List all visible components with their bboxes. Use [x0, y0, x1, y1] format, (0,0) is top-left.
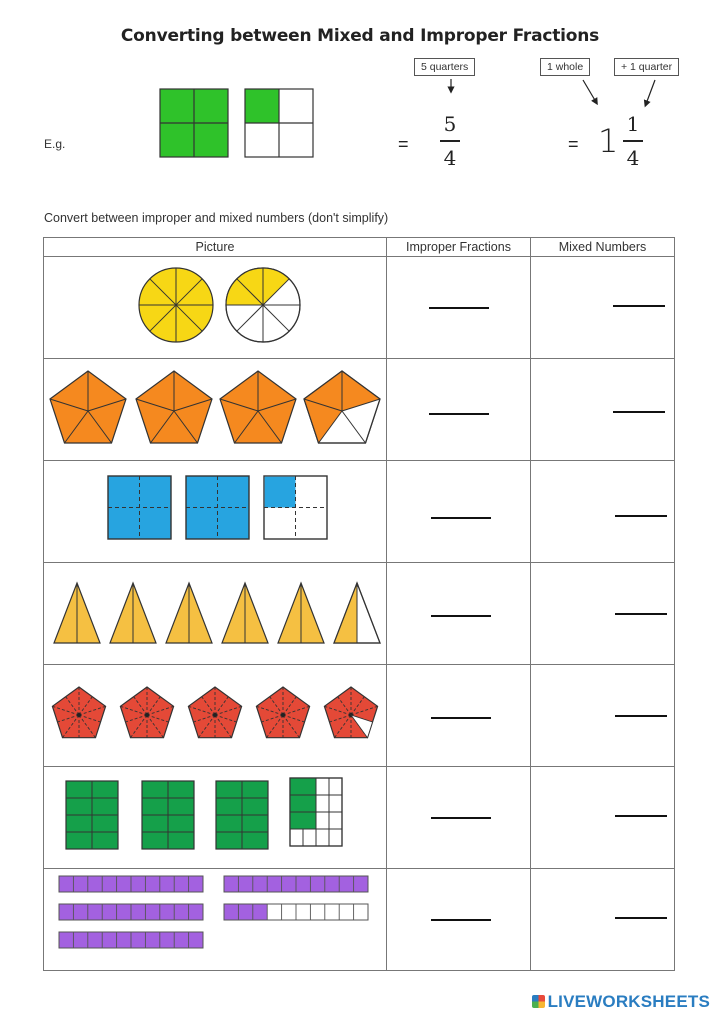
instruction: Convert between improper and mixed numbers (don't simplify) [44, 211, 389, 225]
picture-cell [44, 767, 387, 869]
answer-line[interactable] [431, 615, 491, 617]
table-row [44, 563, 675, 665]
strip-pictures [44, 869, 386, 965]
answer-line[interactable] [431, 517, 491, 519]
mixed-answer-cell[interactable] [531, 767, 675, 869]
mixed-fraction [623, 112, 643, 170]
arrow-quarter [646, 80, 655, 104]
improper-answer-cell[interactable] [387, 563, 531, 665]
improper-answer-cell[interactable] [387, 461, 531, 563]
header-improper: Improper Fractions [387, 238, 531, 257]
circle-pictures [44, 257, 386, 353]
page-title: Converting between Mixed and Improper Fractions [120, 26, 600, 46]
pentagon-pictures [44, 359, 386, 455]
red-pentagon-pictures [44, 665, 386, 761]
mixed-answer-cell[interactable] [531, 869, 675, 971]
callout-quarter: + 1 quarter [614, 58, 679, 76]
mixed-answer-cell[interactable] [531, 563, 675, 665]
improper-denominator: 4 [443, 146, 457, 170]
table-row [44, 461, 675, 563]
triangle-pictures [44, 563, 386, 659]
picture-cell [44, 869, 387, 971]
square-pictures [44, 461, 386, 557]
fraction-bar [623, 140, 643, 142]
callout-quarters: 5 quarters [414, 58, 475, 76]
mixed-answer-cell[interactable] [531, 461, 675, 563]
picture-cell [44, 665, 387, 767]
answer-line[interactable] [429, 413, 489, 415]
improper-answer-cell[interactable] [387, 359, 531, 461]
improper-answer-cell[interactable] [387, 665, 531, 767]
improper-answer-cell[interactable] [387, 869, 531, 971]
brand-text: LIVEWORKSHEETS [547, 992, 710, 1011]
mixed-numerator: 1 [626, 112, 640, 136]
picture-cell [44, 563, 387, 665]
callout-whole: 1 whole [540, 58, 590, 76]
answer-line[interactable] [429, 307, 489, 309]
fraction-bar [440, 140, 460, 142]
improper-fraction [440, 112, 460, 170]
mixed-answer-cell[interactable] [531, 665, 675, 767]
arrows [0, 0, 720, 140]
rect-grid-pictures [44, 767, 386, 863]
worksheet-table [43, 237, 675, 971]
answer-line[interactable] [615, 815, 667, 817]
picture-cell [44, 359, 387, 461]
equals-sign-2: = [568, 134, 579, 154]
table-header-row [44, 238, 675, 257]
improper-answer-cell[interactable] [387, 767, 531, 869]
answer-line[interactable] [613, 411, 665, 413]
answer-line[interactable] [431, 817, 491, 819]
answer-line[interactable] [431, 919, 491, 921]
header-mixed: Mixed Numbers [531, 238, 675, 257]
answer-line[interactable] [615, 515, 667, 517]
table-row [44, 359, 675, 461]
mixed-answer-cell[interactable] [531, 257, 675, 359]
table-row [44, 767, 675, 869]
mixed-answer-cell[interactable] [531, 359, 675, 461]
example-label: E.g. [44, 137, 66, 151]
answer-line[interactable] [431, 717, 491, 719]
answer-line[interactable] [615, 715, 667, 717]
table-row [44, 257, 675, 359]
arrow-whole [583, 80, 596, 102]
answer-line[interactable] [615, 613, 667, 615]
mixed-denominator: 4 [626, 146, 640, 170]
answer-line[interactable] [613, 305, 665, 307]
picture-cell [44, 257, 387, 359]
improper-answer-cell[interactable] [387, 257, 531, 359]
answer-line[interactable] [615, 917, 667, 919]
table-row [44, 869, 675, 971]
brand-logo [532, 992, 710, 1012]
table-row [44, 665, 675, 767]
equals-sign-1: = [398, 134, 409, 154]
header-picture: Picture [44, 238, 387, 257]
mixed-whole: 1 [598, 122, 619, 160]
improper-numerator: 5 [443, 112, 457, 136]
picture-cell [44, 461, 387, 563]
liveworksheets-logo-icon [532, 995, 545, 1008]
